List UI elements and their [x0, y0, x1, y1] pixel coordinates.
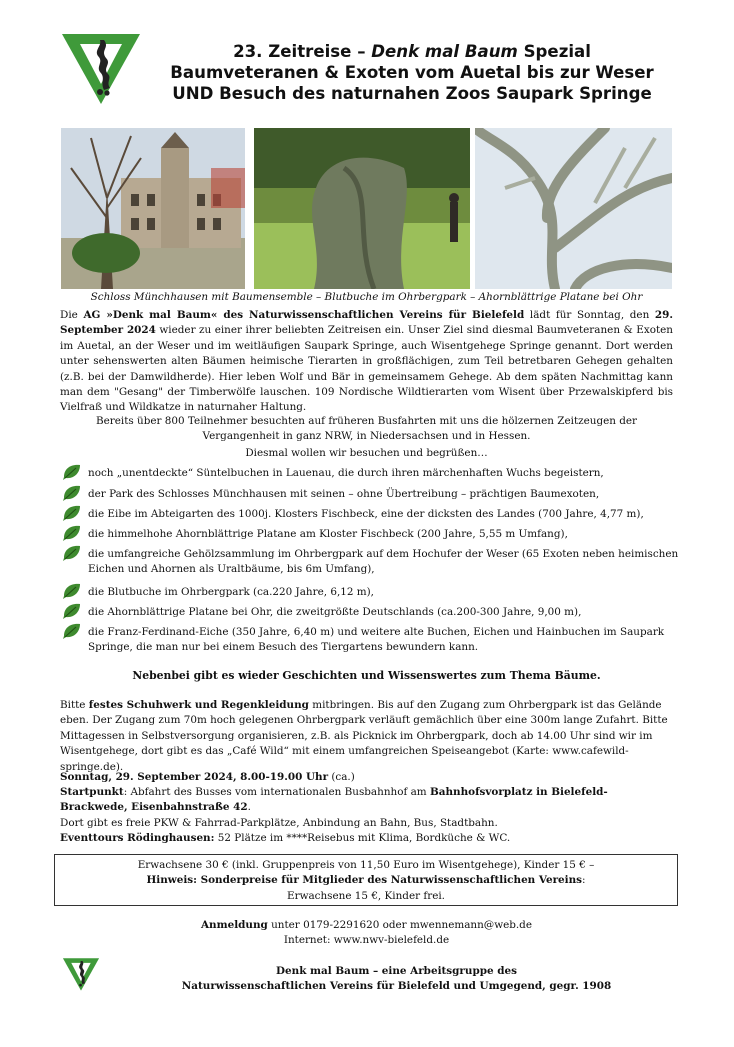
price-box [54, 854, 678, 906]
photo-blutbuche-ohrbergpark [254, 128, 470, 289]
leaf-bullet-icon [62, 484, 82, 502]
photo-ahornblaettrige-platane [475, 128, 672, 289]
photo-schloss-muenchhausen [61, 128, 245, 289]
price-line: Erwachsene 30 € (inkl. Gruppenpreis von 11,50 Euro im Wisentgehege), Kinder 15 € – [137, 859, 595, 871]
photo-caption: Schloss Münchhausen mit Baumensemble – Blutbuche im Ohrbergpark – Ahornblättrige Platane bei Ohr [90, 291, 643, 303]
leaf-bullet-icon [62, 524, 82, 542]
intro-paragraph: Die AG »Denk mal Baum« des Naturwissenschaftlichen Vereins für Bielefeld lädt für Sonntag, den 29. September 2024 wieder zu einer ihrer beliebten Zeitreisen ein. Unser Ziel sind diesmal Baumveteranen & Exoten im Auetal, an der Weser und im weitläufigen Saupark Springe, auch Wisentgehege Springe genannt. Dort werden unter sehenswerten alten Bäumen heimische Tierarten in großflächigen, zum Teil betretbaren Gehegen gehalten (z.B. bei der Damwildherde). Hier leben Wolf und Bär in gemeinsamem Gehege. Ab dem späten Nachmittag kann man dem "Gesang" der Timberwölfe lauschen. 109 Nordische Wildtierarten vom Wisent über Przewalskipferd bis Vielfraß und Wildkatze in naturnaher Haltung. [60, 309, 673, 414]
member-note: Hinweis: Sonderpreise für Mitglieder des Naturwissenschaftlichen Vereins: [146, 874, 586, 887]
member-prices: Erwachsene 15 €, Kinder frei. [287, 889, 445, 902]
leaf-bullet-icon [62, 602, 82, 620]
eventtours-info: Eventtours Rödinghausen: 52 Plätze im ****Reisebus mit Klima, Bordküche & WC. [60, 832, 511, 844]
registration: Anmeldung unter 0179-2291620 oder mwennemann@web.de Internet: www.nwv-bielefeld.de [200, 919, 532, 947]
footer: Denk mal Baum – eine Arbeitsgruppe des Naturwissenschaftlichen Vereins für Bielefeld und Umgegend, gegr. 1908 [181, 965, 612, 993]
leaf-bullet-icon [62, 544, 82, 562]
start-point: Startpunkt: Abfahrt des Busses vom internationalen Busbahnhof am Bahnhofsvorplatz in Bielefeld-Brackwede, Eisenbahnstraße 42. [60, 786, 608, 814]
leaf-bullet-icon [62, 504, 82, 522]
triangle-oak-logo-icon [62, 956, 100, 992]
leaf-bullet-icon [62, 582, 82, 600]
parking-info: Dort gibt es freie PKW & Fahrrad-Parkplätze, Anbindung an Bahn, Bus, Stadtbahn. [60, 817, 498, 829]
leaf-bullet-icon [62, 463, 82, 481]
practical-info: Bitte festes Schuhwerk und Regenkleidung mitbringen. Bis auf den Zugang zum Ohrbergpark ist das Gelände eben. Der Zugang zum 70m hoch gelegenen Ohrbergpark verläuft gemächlich über eine 300m lange Zufahrt. Bitte Mittagessen in Selbstversorgung organisieren, z.B. als Picknick im Ohrbergpark, doch ab 14.00 Uhr sind wir im Wisentgehege, dort gibt es das „Café Wild“ mit einem umfangreichen Speiseangebot (Karte: www.cafewild-springe.de). [60, 699, 668, 773]
stories-heading: Nebenbei gibt es wieder Geschichten und Wissenswertes zum Thema Bäume. [132, 669, 601, 682]
participants-text: Bereits über 800 Teilnehmer besuchten auf früheren Busfahrten mit uns die hölzernen Zeitzeugen der Vergangenheit in ganz NRW, in Niedersachsen und in Hessen. [95, 415, 638, 443]
triangle-oak-logo-icon [60, 30, 142, 106]
event-date: Sonntag, 29. September 2024, 8.00-19.00 Uhr (ca.) [60, 771, 355, 783]
page-title: 23. Zeitreise – Denk mal Baum Spezial Baumveteranen & Exoten vom Auetal bis zur Weser UND Besuch des naturnahen Zoos Saupark Springe [170, 42, 654, 103]
welcome-text: Diesmal wollen wir besuchen und begrüßen… [245, 447, 488, 459]
leaf-bullet-icon [62, 622, 82, 640]
